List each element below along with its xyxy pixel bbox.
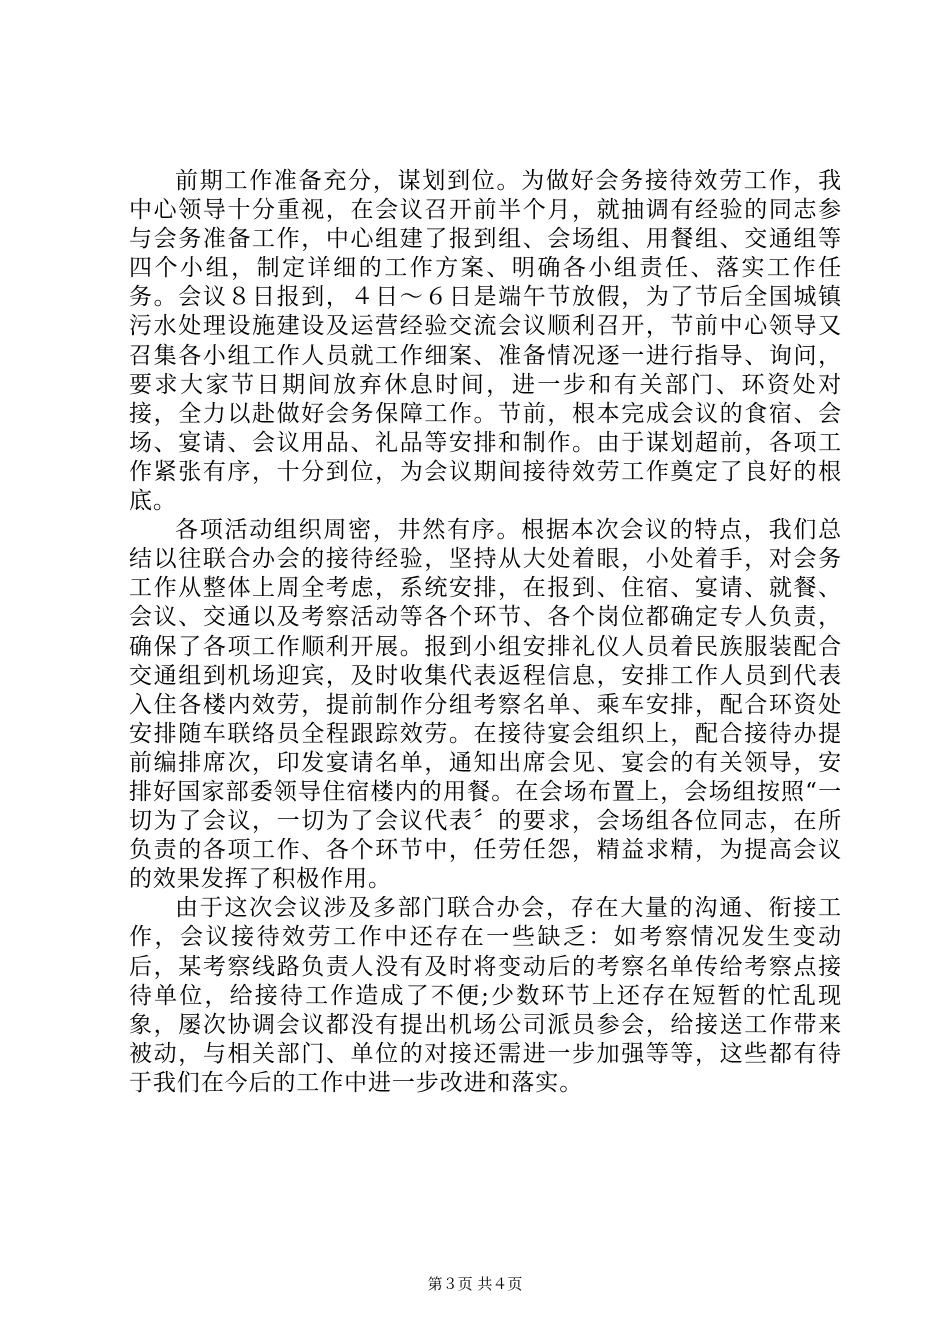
document-body <box>129 167 842 1098</box>
paragraph-shortcomings: 由于这次会议涉及多部门联合办会，存在大量的沟通、衔接工作，会议接待效劳工作中还存在一些缺乏：如考察情况发生变动后，某考察线路负责人没有及时将变动后的考察名单传给考察点接待单位，给接待工作造成了不便;少数环节上还存在短暂的忙乱现象，屡次协调会议都没有提出机场公司派员参会，给接送工作带来被动，与相关部门、单位的对接还需进一步加强等等，这些都有待于我们在今后的工作中进一步改进和落实。 <box>129 895 842 1096</box>
paragraph-preparation: 前期工作准备充分，谋划到位。为做好会务接待效劳工作，我中心领导十分重视，在会议召开前半个月，就抽调有经验的同志参与会务准备工作，中心组建了报到组、会场组、用餐组、交通组等四个小组，制定详细的工作方案、明确各小组责任、落实工作任务。会议８日报到，４日～６日是端午节放假，为了节后全国城镇污水处理设施建设及运营经验交流会议顺利召开，节前中心领导又召集各小组工作人员就工作细案、准备情况逐一进行指导、询问，要求大家节日期间放弃休息时间，进一步和有关部门、环资处对接，全力以赴做好会务保障工作。节前，根本完成会议的食宿、会场、宴请、会议用品、礼品等安排和制作。由于谋划超前，各项工作紧张有序，十分到位，为会议期间接待效劳工作奠定了良好的根底。 <box>129 168 842 515</box>
paragraph-organization: 各项活动组织周密，井然有序。根据本次会议的特点，我们总结以往联合办会的接待经验，坚持从大处着眼，小处着手，对会务工作从整体上周全考虑，系统安排，在报到、住宿、宴请、就餐、会议、交通以及考察活动等各个环节、各个岗位都确定专人负责，确保了各项工作顺利开展。报到小组安排礼仪人员着民族服装配合交通组到机场迎宾，及时收集代表返程信息，安排工作人员到代表入住各楼内效劳，提前制作分组考察名单、乘车安排，配合环资处安排随车联络员全程跟踪效劳。在接待宴会组织上，配合接待办提前编排席次，印发宴请名单，通知出席会见、宴会的有关领导，安排好国家部委领导住宿楼内的用餐。在会场布置上，会场组按照“一切为了会议，一切为了会议代表〞的要求，会场组各位同志，在所负责的各项工作、各个环节中，任劳任怨，精益求精，为提高会议的效果发挥了积极作用。 <box>129 517 842 893</box>
page-number-footer: 第３页 共４页 <box>427 1275 523 1293</box>
